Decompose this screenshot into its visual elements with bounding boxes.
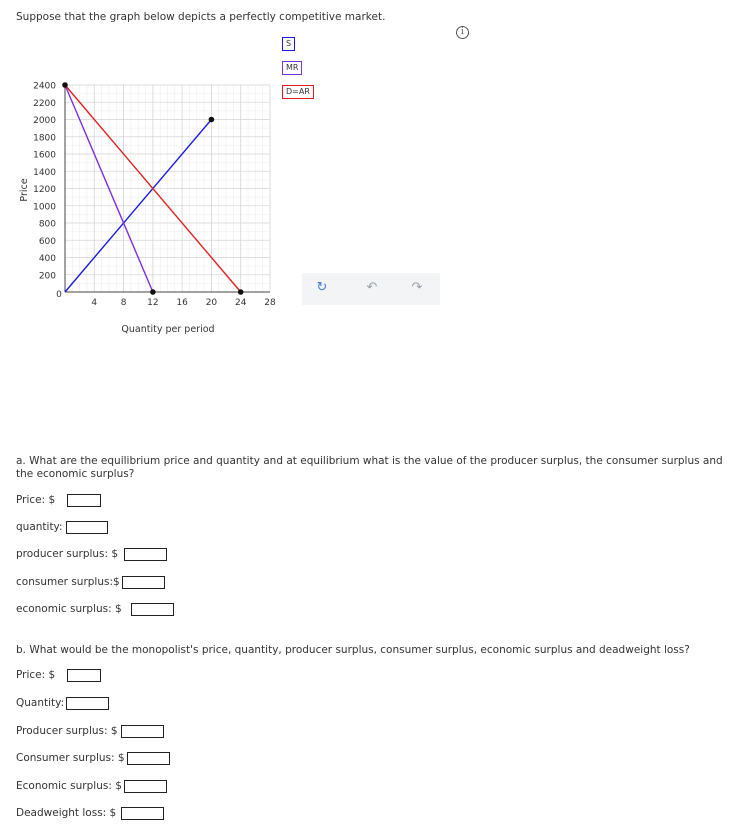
- endpoint-d-ar: [238, 289, 244, 295]
- y-tick-label: 400: [38, 254, 56, 264]
- part-b-deadweight-loss-label: Deadweight loss: $: [16, 807, 117, 819]
- x-tick-label: 28: [264, 298, 276, 308]
- part-a-price-label: Price: $: [16, 494, 56, 506]
- legend-d-ar-label: D=AR: [286, 87, 310, 96]
- intro-text: Suppose that the graph below depicts a perfectly competitive market.: [16, 11, 386, 23]
- x-tick-labels: [91, 298, 276, 308]
- y-tick-label: 1800: [33, 133, 56, 144]
- y-axis-label: Price: [19, 178, 30, 202]
- part-b-question: b. What would be the monopolist's price, quantity, producer surplus, consumer surplus, economic surplus and deadweight loss?: [16, 644, 690, 656]
- y-tick-label: 1200: [33, 185, 56, 195]
- x-axis-label: Quantity per period: [121, 324, 215, 335]
- part-a-producer-surplus-label: producer surplus: $: [16, 548, 119, 560]
- part-b-price-label: Price: $: [16, 669, 56, 681]
- redo-icon[interactable]: ↷: [411, 280, 423, 295]
- x-tick-label: 8: [120, 298, 127, 308]
- x-tick-label: 4: [91, 298, 98, 308]
- part-b-price-input[interactable]: [67, 669, 101, 682]
- part-a-economic-surplus-label: economic surplus: $: [16, 603, 122, 615]
- y-tick-label: 1400: [33, 167, 56, 178]
- part-b-deadweight-loss-input[interactable]: [121, 807, 164, 820]
- y-tick-label: 200: [38, 271, 56, 282]
- y-tick-label: 1600: [33, 150, 56, 161]
- graph-toolbar: [302, 273, 440, 305]
- part-a-consumer-surplus-input[interactable]: [122, 576, 165, 589]
- part-b-economic-surplus-input[interactable]: [124, 780, 167, 793]
- origin-label: 0: [56, 290, 62, 300]
- part-b-consumer-surplus-input[interactable]: [127, 752, 170, 765]
- part-b-producer-surplus-input[interactable]: [121, 725, 164, 738]
- part-a-economic-surplus-input[interactable]: [131, 603, 174, 616]
- endpoint-d-ar: [62, 82, 68, 88]
- y-tick-label: 2200: [33, 98, 56, 109]
- info-icon-glyph: i: [461, 27, 464, 37]
- part-b-quantity-input[interactable]: [66, 697, 109, 710]
- x-tick-label: 24: [234, 298, 247, 308]
- y-tick-labels: [33, 82, 56, 282]
- part-b-consumer-surplus-label: Consumer surplus: $: [16, 752, 125, 764]
- part-a-consumer-surplus-label: consumer surplus:$: [16, 576, 120, 588]
- undo-icon[interactable]: ↶: [366, 280, 378, 295]
- y-tick-label: 1000: [33, 202, 56, 213]
- part-b-quantity-label: Quantity:: [16, 697, 65, 709]
- x-tick-label: 16: [176, 298, 188, 308]
- x-tick-label: 20: [205, 298, 218, 308]
- endpoint-mr: [150, 289, 156, 295]
- y-tick-label: 600: [38, 236, 56, 247]
- legend-mr-label: MR: [286, 63, 299, 72]
- x-tick-label: 12: [147, 298, 159, 308]
- part-a-quantity-input[interactable]: [66, 521, 108, 534]
- y-tick-label: 800: [38, 219, 56, 230]
- info-icon[interactable]: [456, 26, 469, 39]
- chart-grid: [65, 85, 270, 292]
- supply-demand-chart: [0, 0, 290, 345]
- reset-icon[interactable]: ↻: [316, 280, 328, 295]
- part-a-question: a. What are the equilibrium price and quantity and at equilibrium what is the value of the producer surplus, the consumer surplus and the economic surplus?: [16, 455, 723, 480]
- part-a-producer-surplus-input[interactable]: [124, 548, 167, 561]
- y-tick-label: 2400: [33, 81, 56, 92]
- legend-s-label: S: [286, 39, 292, 48]
- part-b-economic-surplus-label: Economic surplus: $: [16, 780, 122, 792]
- y-tick-label: 2000: [33, 116, 56, 126]
- part-a-price-input[interactable]: [67, 494, 101, 507]
- endpoint-s: [209, 117, 215, 123]
- part-b-producer-surplus-label: Producer surplus: $: [16, 725, 118, 737]
- part-a-quantity-label: quantity:: [16, 521, 63, 533]
